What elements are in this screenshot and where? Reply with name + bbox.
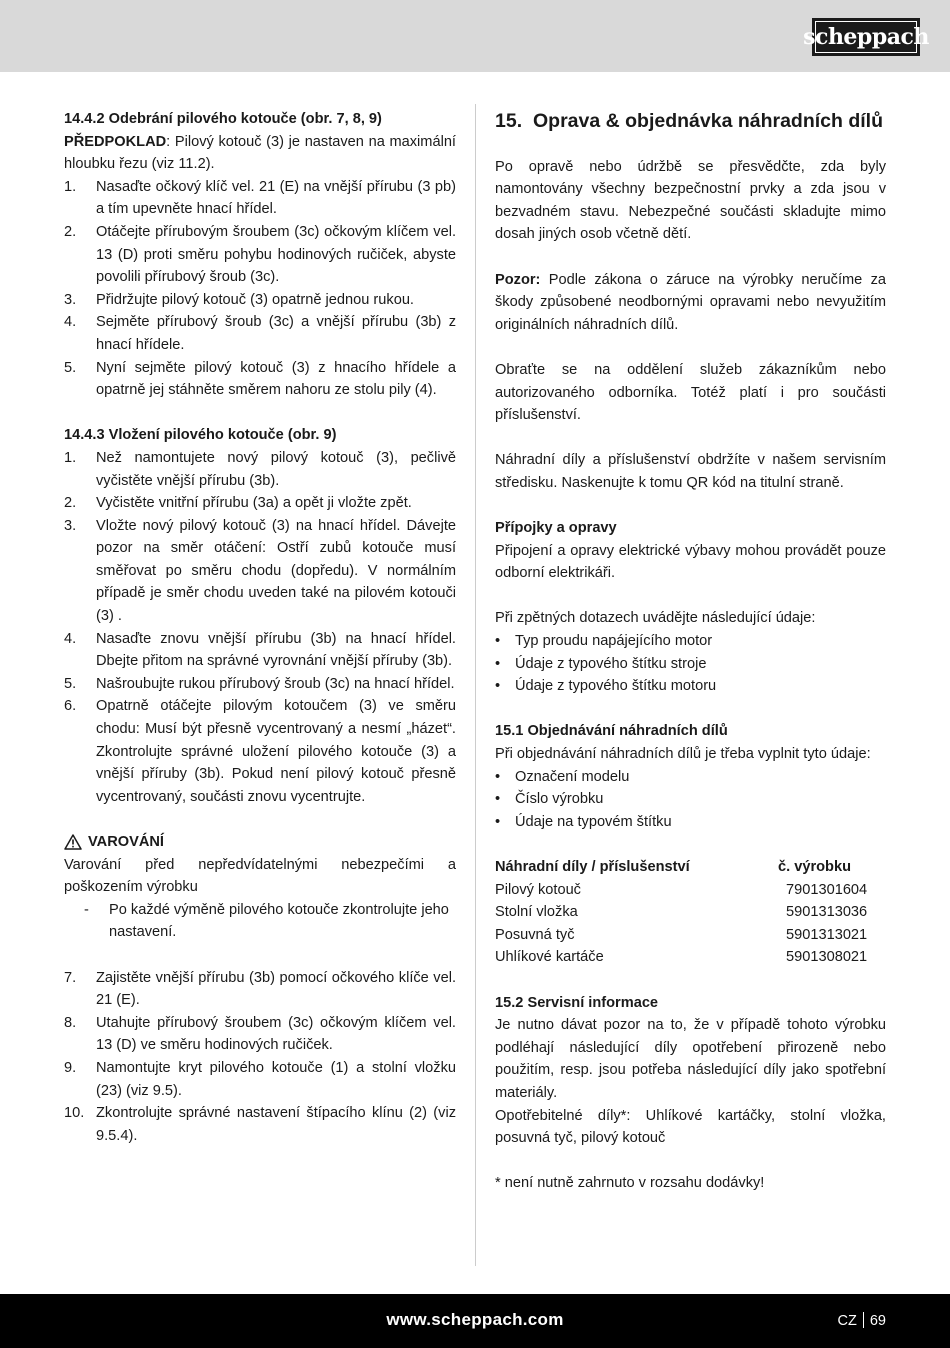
paragraph: Po opravě nebo údržbě se přesvědčte, zda byly namontovány všechny bezpečnostní prvky a zda jsou v bezvadném stavu. Nebezpečné součásti skladujte mimo dosah jiných osob včetně dětí. — [495, 158, 886, 243]
paragraph: Náhradní díly a příslušenství obdržíte v našem servisním středisku. Naskenujte k tomu QR kód na titulní straně. — [495, 452, 886, 491]
parts-table — [495, 856, 886, 969]
list-item: • Údaje z typového štítku stroje — [495, 655, 707, 672]
right-column — [495, 108, 886, 1195]
footnote: * není nutně zahrnuto v rozsahu dodávky! — [495, 1175, 765, 1192]
paragraph: Opotřebitelné díly*: Uhlíkové kartáčky, stolní vložka, posuvná tyč, pilový kotouč — [495, 1107, 886, 1147]
table-row: Posuvná tyč 5901313021 — [495, 926, 868, 943]
paragraph: Obraťte se na oddělení služeb zákazníkům nebo autorizovaného odborníka. Totéž platí i pro součásti příslušenství. — [495, 361, 886, 424]
list-item: • Typ proudu napájejícího motor — [495, 633, 713, 650]
warning-item: - Po každé výměně pilového kotouče zkontrolujte jeho nastavení. — [84, 901, 449, 941]
order-list — [495, 766, 886, 834]
table-row: Pilový kotouč 7901301604 — [495, 881, 868, 898]
list-item: • Údaje na typovém štítku — [495, 813, 672, 830]
list-item: • Číslo výrobku — [495, 791, 604, 808]
order-intro: Při objednávání náhradních dílů je třeba vyplnit tyto údaje: — [495, 746, 871, 763]
section-15-2-title: 15.2 Servisní informace — [495, 994, 659, 1011]
list-item: 3. Přidržujte pilový kotouč (3) opatrně jednou rukou. — [64, 291, 414, 308]
list-item: 5. Nyní sejměte pilový kotouč (3) z hnacího hřídele a opatrně jej stáhněte směrem nahoru ze stolu pily (4). — [64, 359, 456, 399]
list-item: • Údaje z typového štítku motoru — [495, 678, 717, 695]
footer-bar — [0, 1294, 950, 1348]
connections-title: Přípojky a opravy — [495, 520, 617, 537]
list-item: 9. Namontujte kryt pilového kotouče (1) a stolní vložku (23) (viz 9.5). — [64, 1059, 456, 1099]
table-row: Stolní vložka 5901313036 — [495, 904, 868, 921]
header-bar — [0, 0, 950, 72]
list-item: 4. Nasaďte znovu vnější přírubu (3b) na hnací hřídel. Dbejte přitom na správné vyrovnání vnější příruby (3b). — [64, 630, 456, 670]
section-14-4-3-title: 14.4.3 Vložení pilového kotouče (obr. 9) — [64, 427, 337, 444]
section-15-1-title: 15.1 Objednávání náhradních dílů — [495, 723, 728, 740]
final-steps — [64, 967, 456, 1148]
column-divider — [475, 104, 476, 1266]
warning-triangle-icon — [64, 834, 82, 850]
list-item: 2. Vyčistěte vnitřní přírubu (3a) a opět ji vložte zpět. — [64, 495, 412, 512]
list-item: 5. Našroubujte rukou přírubový šroub (3c) na hnací hřídel. — [64, 675, 455, 692]
list-item: 4. Sejměte přírubový šroub (3c) a vnější přírubu (3b) z hnací hřídele. — [64, 314, 456, 353]
caution-paragraph: Pozor: Podle zákona o záruce na výrobky neručíme za škody způsobené neodbornými opravami nebo nevyužitím originálních náhradních dílů. — [495, 271, 886, 333]
website-link[interactable]: www.scheppach.com — [386, 1310, 564, 1329]
warning-text: Varování před nepředvídatelnými nebezpečími a poškozením výrobku — [64, 856, 456, 896]
list-item: 6. Opatrně otáčejte pilovým kotoučem (3) ve směru chodu: Musí být přesně vycentrovaný a nesmí „házet“. Zkontrolujte správné uložení pilového kotouče (3) a vnější příruby (3b). Pokud není pilový kotouč přesně vycentrovaný, součásti znovu vycentrujte. — [64, 698, 456, 805]
list-item: 7. Zajistěte vnější přírubu (3b) pomocí očkového klíče vel. 21 (E). — [64, 969, 456, 1009]
table-header-row: Náhradní díly / příslušenství č. výrobku — [495, 859, 851, 875]
section-14-4-2-title: 14.4.2 Odebrání pilového kotouče (obr. 7, 8, 9) — [64, 111, 382, 127]
list-item: 3. Vložte nový pilový kotouč (3) na hnací hřídel. Dávejte pozor na směr otáčení: Ostří zubů kotouče musí směřovat po směru chodu (dopředu). V normálním případě je směr chodu uveden také na pilovém kotouči (3) . — [64, 517, 456, 625]
section-15-title: 15. Oprava & objednávka náhradních dílů — [495, 110, 884, 132]
query-intro: Při zpětných dotazech uvádějte následující údaje: — [495, 610, 816, 627]
query-list — [495, 630, 886, 698]
list-item: 1. Než namontujete nový pilový kotouč (3), pečlivě vyčistěte vnější přírubu (3b). — [64, 449, 456, 489]
list-item: 10. Zkontrolujte správné nastavení štípacího klínu (2) (viz 9.5.4). — [64, 1105, 456, 1144]
left-column — [64, 108, 456, 1147]
insertion-steps — [64, 447, 456, 809]
paragraph: Je nutno dávat pozor na to, že v případě tohoto výrobku podléhají následující díly opotřebení přirozeně nebo použitím, resp. jsou potřeba následující díly jako spotřební materiály. — [495, 1017, 886, 1101]
list-item: 2. Otáčejte přírubovým šroubem (3c) očkovým klíčem vel. 13 (D) proti směru pohybu hodinových ručiček, abyste povolili přírubový šroub (3c). — [64, 223, 456, 286]
scheppach-logo: scheppach — [812, 18, 920, 56]
precondition: PŘEDPOKLAD: Pilový kotouč (3) je nastaven na maximální hloubku řezu (viz 11.2). — [64, 133, 456, 173]
table-row: Uhlíkové kartáče 5901308021 — [495, 949, 868, 966]
list-item: 1. Nasaďte očkový klíč vel. 21 (E) na vnější přírubu (3 pb) a tím upevněte hnací hřídel. — [64, 178, 456, 218]
list-item: 8. Utahujte přírubový šroubem (3c) očkovým klíčem vel. 13 (D) ve směru hodinových ručiček. — [64, 1014, 456, 1054]
removal-steps — [64, 176, 456, 402]
page-indicator: CZ 69 — [837, 1313, 886, 1329]
warning-heading: VAROVÁNÍ — [64, 831, 456, 854]
paragraph: Připojení a opravy elektrické výbavy mohou provádět pouze odborní elektrikáři. — [495, 542, 886, 582]
list-item: • Označení modelu — [495, 768, 630, 785]
